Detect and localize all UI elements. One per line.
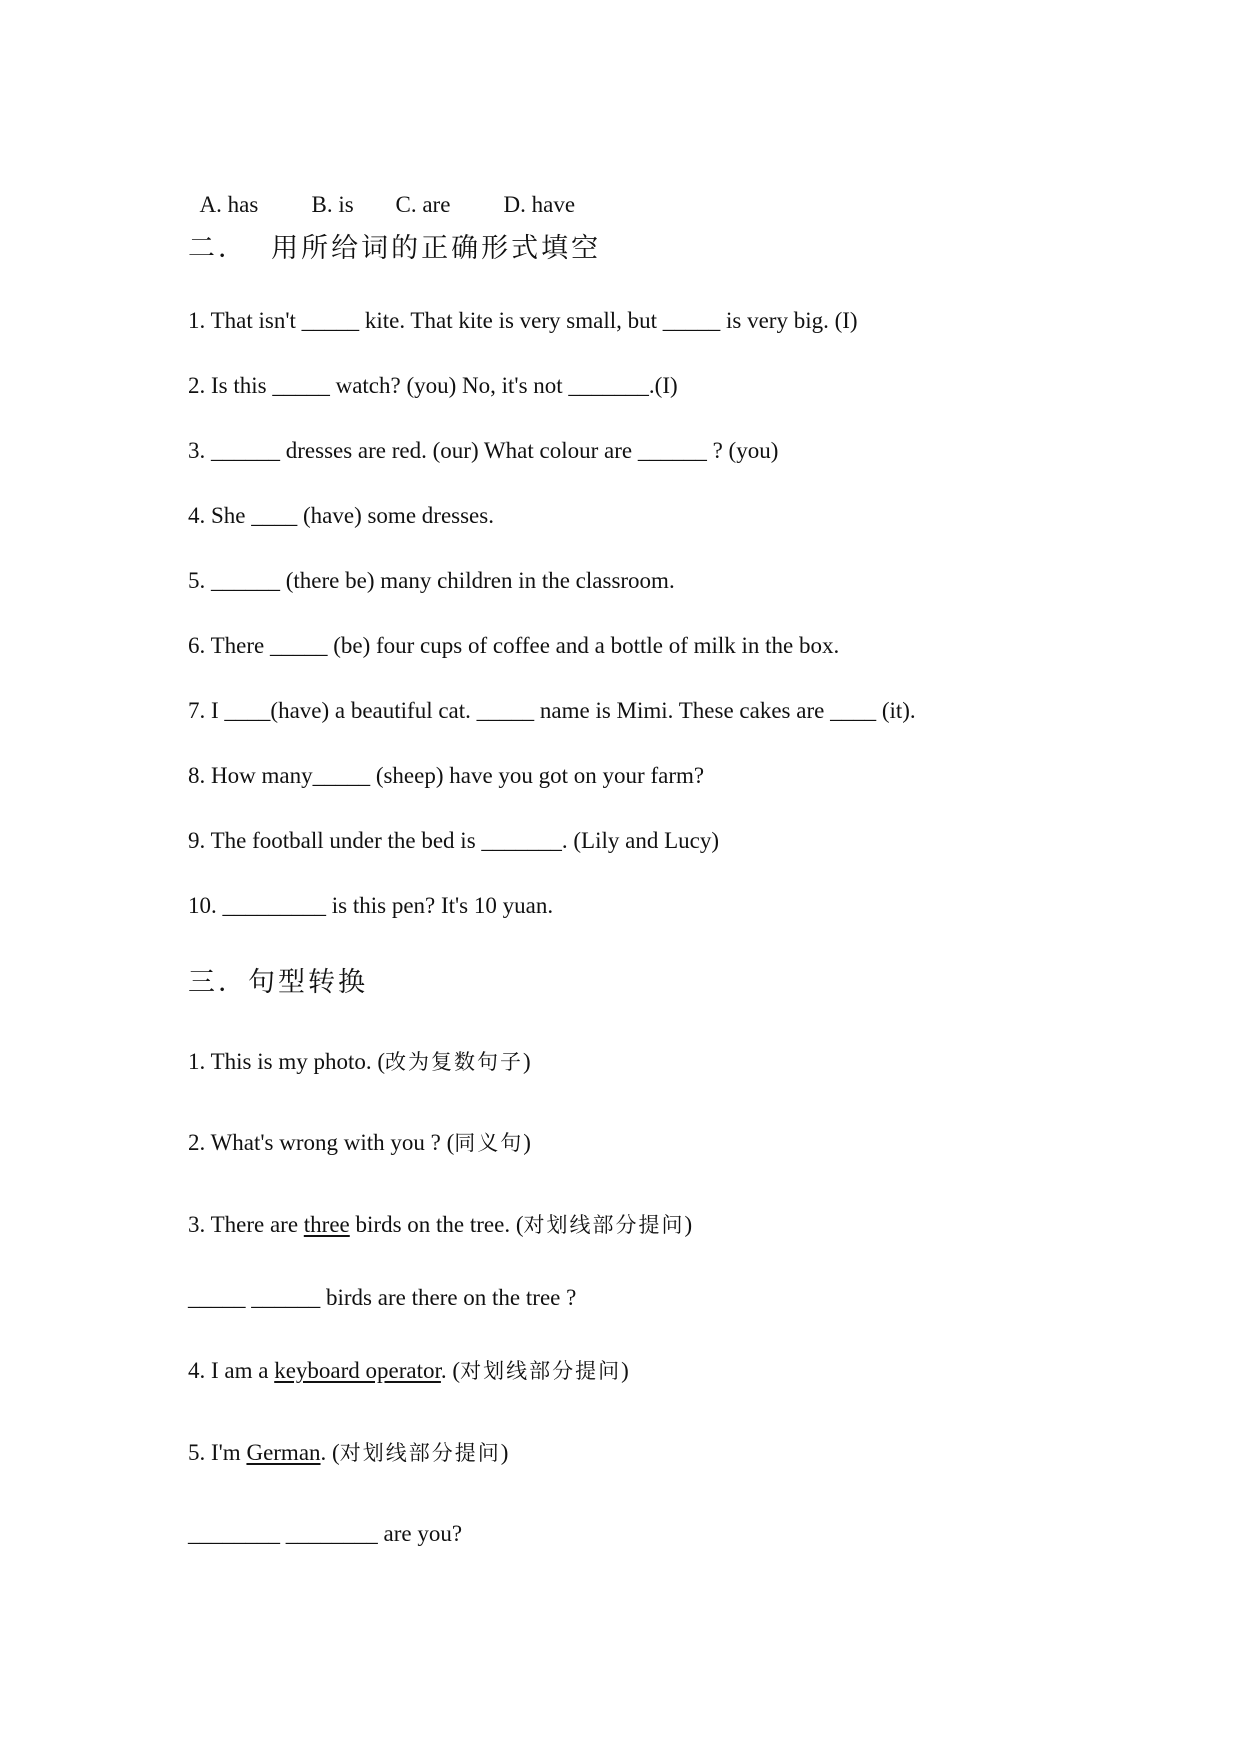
transform-item-3-post: birds on the tree. ( [349,1212,524,1237]
transform-item-1-close: ) [523,1049,531,1074]
transform-item-2-note: 同义句 [454,1131,524,1155]
transform-item-4-note: 对划线部分提问 [460,1359,622,1383]
exercise-item-1: 1. That isn't _____ kite. That kite is very small, but _____ is very big. (I) [188,308,858,333]
transform-item-4-close: ) [621,1358,629,1383]
exercise-item-4: 4. She ____ (have) some dresses. [188,503,494,528]
transform-item-2-close: ) [523,1130,531,1155]
transform-item-2-text: 2. What's wrong with you ? ( [188,1130,455,1155]
transform-item-3 [188,1210,692,1240]
option-d: D. have [503,192,576,217]
option-c: C. are [395,192,451,217]
transform-item-3-note: 对划线部分提问 [523,1213,685,1237]
exercise-item-7: 7. I ____(have) a beautiful cat. _____ name is Mimi. These cakes are ____ (it). [188,698,916,723]
transform-item-5-answer: ________ ________ are you? [188,1521,463,1546]
transform-item-4-post: . ( [440,1358,461,1383]
option-a: A. has [199,192,259,217]
section-2-heading: 二． 用所给词的正确形式填空 [188,233,602,264]
exercise-item-9: 9. The football under the bed is _______. (Lily and Lucy) [188,828,720,853]
exercise-item-5: 5. ______ (there be) many children in the classroom. [188,568,675,593]
transform-item-4-pre: 4. I am a [188,1358,275,1383]
transform-item-4 [188,1356,629,1386]
exercise-item-2: 2. Is this _____ watch? (you) No, it's not _______.(I) [188,373,678,398]
transform-item-3-answer: _____ ______ birds are there on the tree ? [188,1285,577,1310]
section-3-heading: 三．句型转换 [188,967,368,998]
transform-item-1-text: 1. This is my photo. ( [188,1049,386,1074]
exercise-item-3: 3. ______ dresses are red. (our) What colour are ______ ? (you) [188,438,779,463]
exercise-item-8: 8. How many_____ (sheep) have you got on your farm? [188,763,705,788]
answer-options [188,160,575,220]
transform-item-1 [188,1047,531,1077]
transform-item-2 [188,1128,531,1158]
transform-item-5-underlined: German [246,1440,321,1465]
transform-item-3-pre: 3. There are [188,1212,304,1237]
transform-item-5-close: ) [500,1440,509,1465]
transform-item-5 [188,1438,508,1468]
exercise-item-10: 10. _________ is this pen? It's 10 yuan. [188,893,554,918]
transform-item-5-pre: 5. I'm [188,1440,247,1465]
transform-item-5-note: 对划线部分提问 [339,1441,501,1465]
transform-item-1-note: 改为复数句子 [385,1050,524,1074]
transform-item-3-close: ) [684,1212,693,1237]
option-b: B. is [311,192,354,217]
transform-item-4-underlined: keyboard operator [274,1358,441,1383]
exercise-item-6: 6. There _____ (be) four cups of coffee and a bottle of milk in the box. [188,633,840,658]
transform-item-5-post: . ( [320,1440,340,1465]
transform-item-3-underlined: three [303,1212,350,1237]
